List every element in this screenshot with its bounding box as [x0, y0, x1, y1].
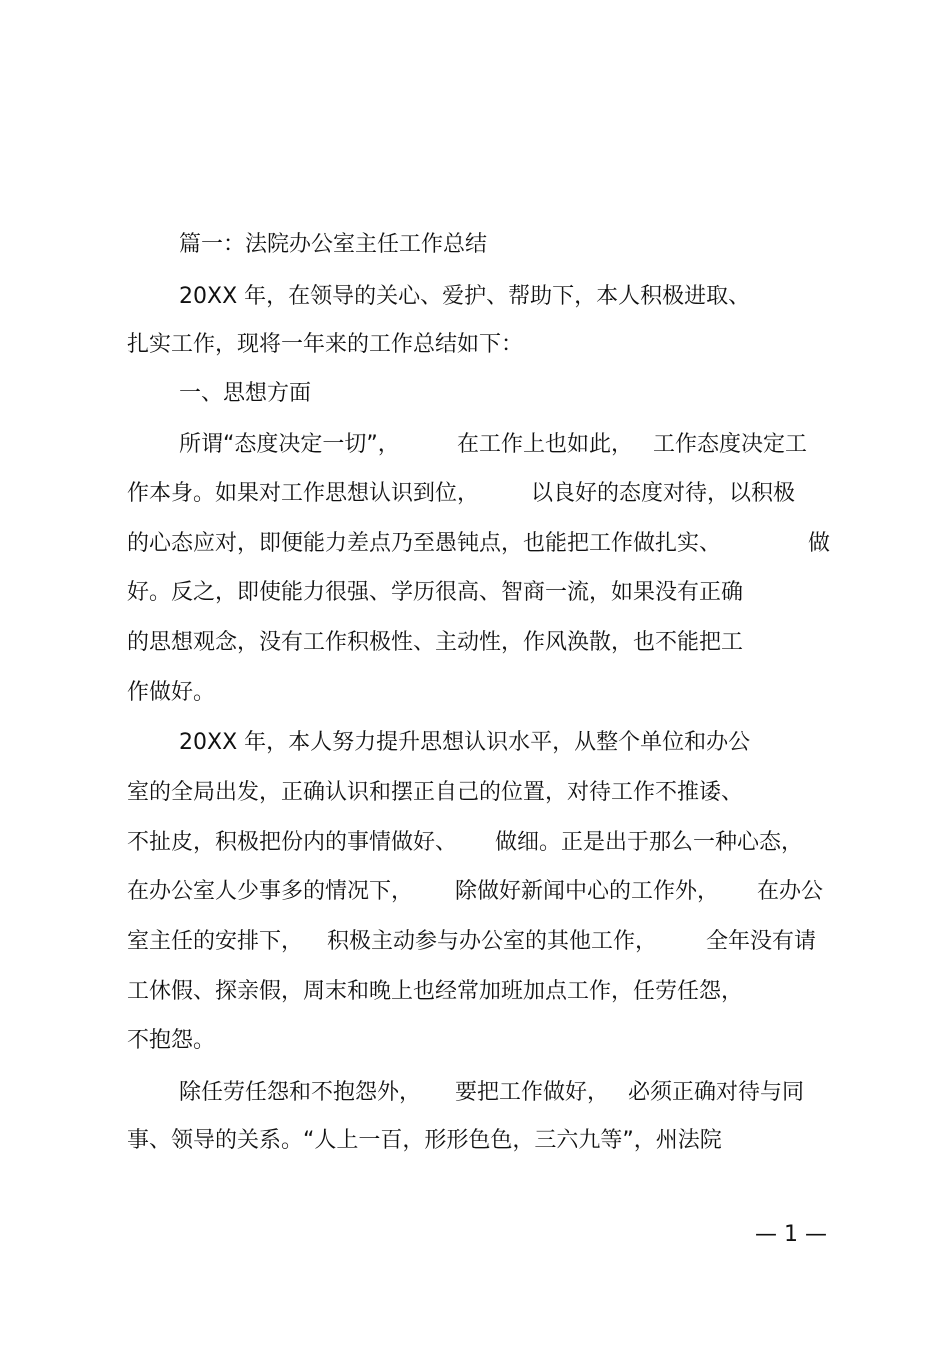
line-text: 的心态应对，即便能力差点乃至愚钝点，也能把工作做扎实、 [127, 531, 722, 556]
line-text: 除任劳任怨和不抱怨外， [179, 1080, 422, 1105]
line-text: 室的全局出发，正确认识和摆正自己的位置，对待工作不推诿、 [127, 780, 744, 805]
line-text: 全年没有请 [706, 929, 817, 954]
paragraph-line [0, 776, 950, 810]
paragraph-line [0, 328, 950, 362]
line-text: 工作态度决定工 [653, 432, 808, 457]
line-text: 的思想观念，没有工作积极性、主动性，作风涣散，也不能把工 [127, 630, 744, 655]
paragraph-line [0, 1124, 950, 1158]
line-text: 作本身。如果对工作思想认识到位， [127, 481, 480, 506]
line-text: 不抱怨。 [127, 1028, 216, 1053]
paragraph-line [0, 1076, 950, 1110]
line-text: 积极主动参与办公室的其他工作， [327, 929, 658, 954]
line-text: 扎实工作，现将一年来的工作总结如下： [127, 332, 524, 357]
line-text: 在办公室人少事多的情况下， [127, 879, 414, 904]
line-text: 在办公 [757, 879, 824, 904]
paragraph-line [0, 676, 950, 710]
document-title [0, 228, 950, 262]
line-text: 20XX 年，在领导的关心、爱护、帮助下，本人积极进取、 [179, 284, 751, 309]
line-text: 好。反之，即使能力很强、学历很高、智商一流，如果没有正确 [127, 580, 744, 605]
paragraph-line [0, 726, 950, 760]
paragraph-line [0, 626, 950, 660]
line-text: 作做好。 [127, 680, 216, 705]
page-number: — 1 — [755, 1222, 827, 1247]
line-text: 除做好新闻中心的工作外， [455, 879, 720, 904]
paragraph-line [0, 826, 950, 860]
line-text: 做 [808, 531, 831, 556]
paragraph-line [0, 875, 950, 909]
line-text: 必须正确对待与同 [628, 1080, 805, 1105]
line-text: 一、思想方面 [179, 381, 312, 406]
line-text: 所谓“态度决定一切”， [179, 432, 400, 457]
paragraph-line [0, 925, 950, 959]
paragraph-line [0, 1024, 950, 1058]
line-text: 工休假、探亲假，周末和晚上也经常加班加点工作，任劳任怨， [127, 979, 744, 1004]
line-text: 室主任的安排下， [127, 929, 304, 954]
paragraph-line [0, 527, 950, 561]
paragraph-line [0, 280, 950, 314]
section-heading [0, 377, 950, 411]
line-text: 要把工作做好， [455, 1080, 610, 1105]
paragraph-line [0, 975, 950, 1009]
paragraph-line [0, 477, 950, 511]
line-text: 事、领导的关系。“人上一百，形形色色，三六九等”，州法院 [127, 1128, 722, 1153]
line-text: 不扯皮，积极把份内的事情做好、 [127, 830, 458, 855]
line-text: 以良好的态度对待，以积极 [531, 481, 796, 506]
line-text: 20XX 年，本人努力提升思想认识水平，从整个单位和办公 [179, 730, 751, 755]
line-text: 做细。正是出于那么一种心态， [495, 830, 804, 855]
paragraph-line [0, 576, 950, 610]
paragraph-line [0, 428, 950, 462]
title-text: 篇一：法院办公室主任工作总结 [179, 232, 488, 257]
line-text: 在工作上也如此， [457, 432, 634, 457]
